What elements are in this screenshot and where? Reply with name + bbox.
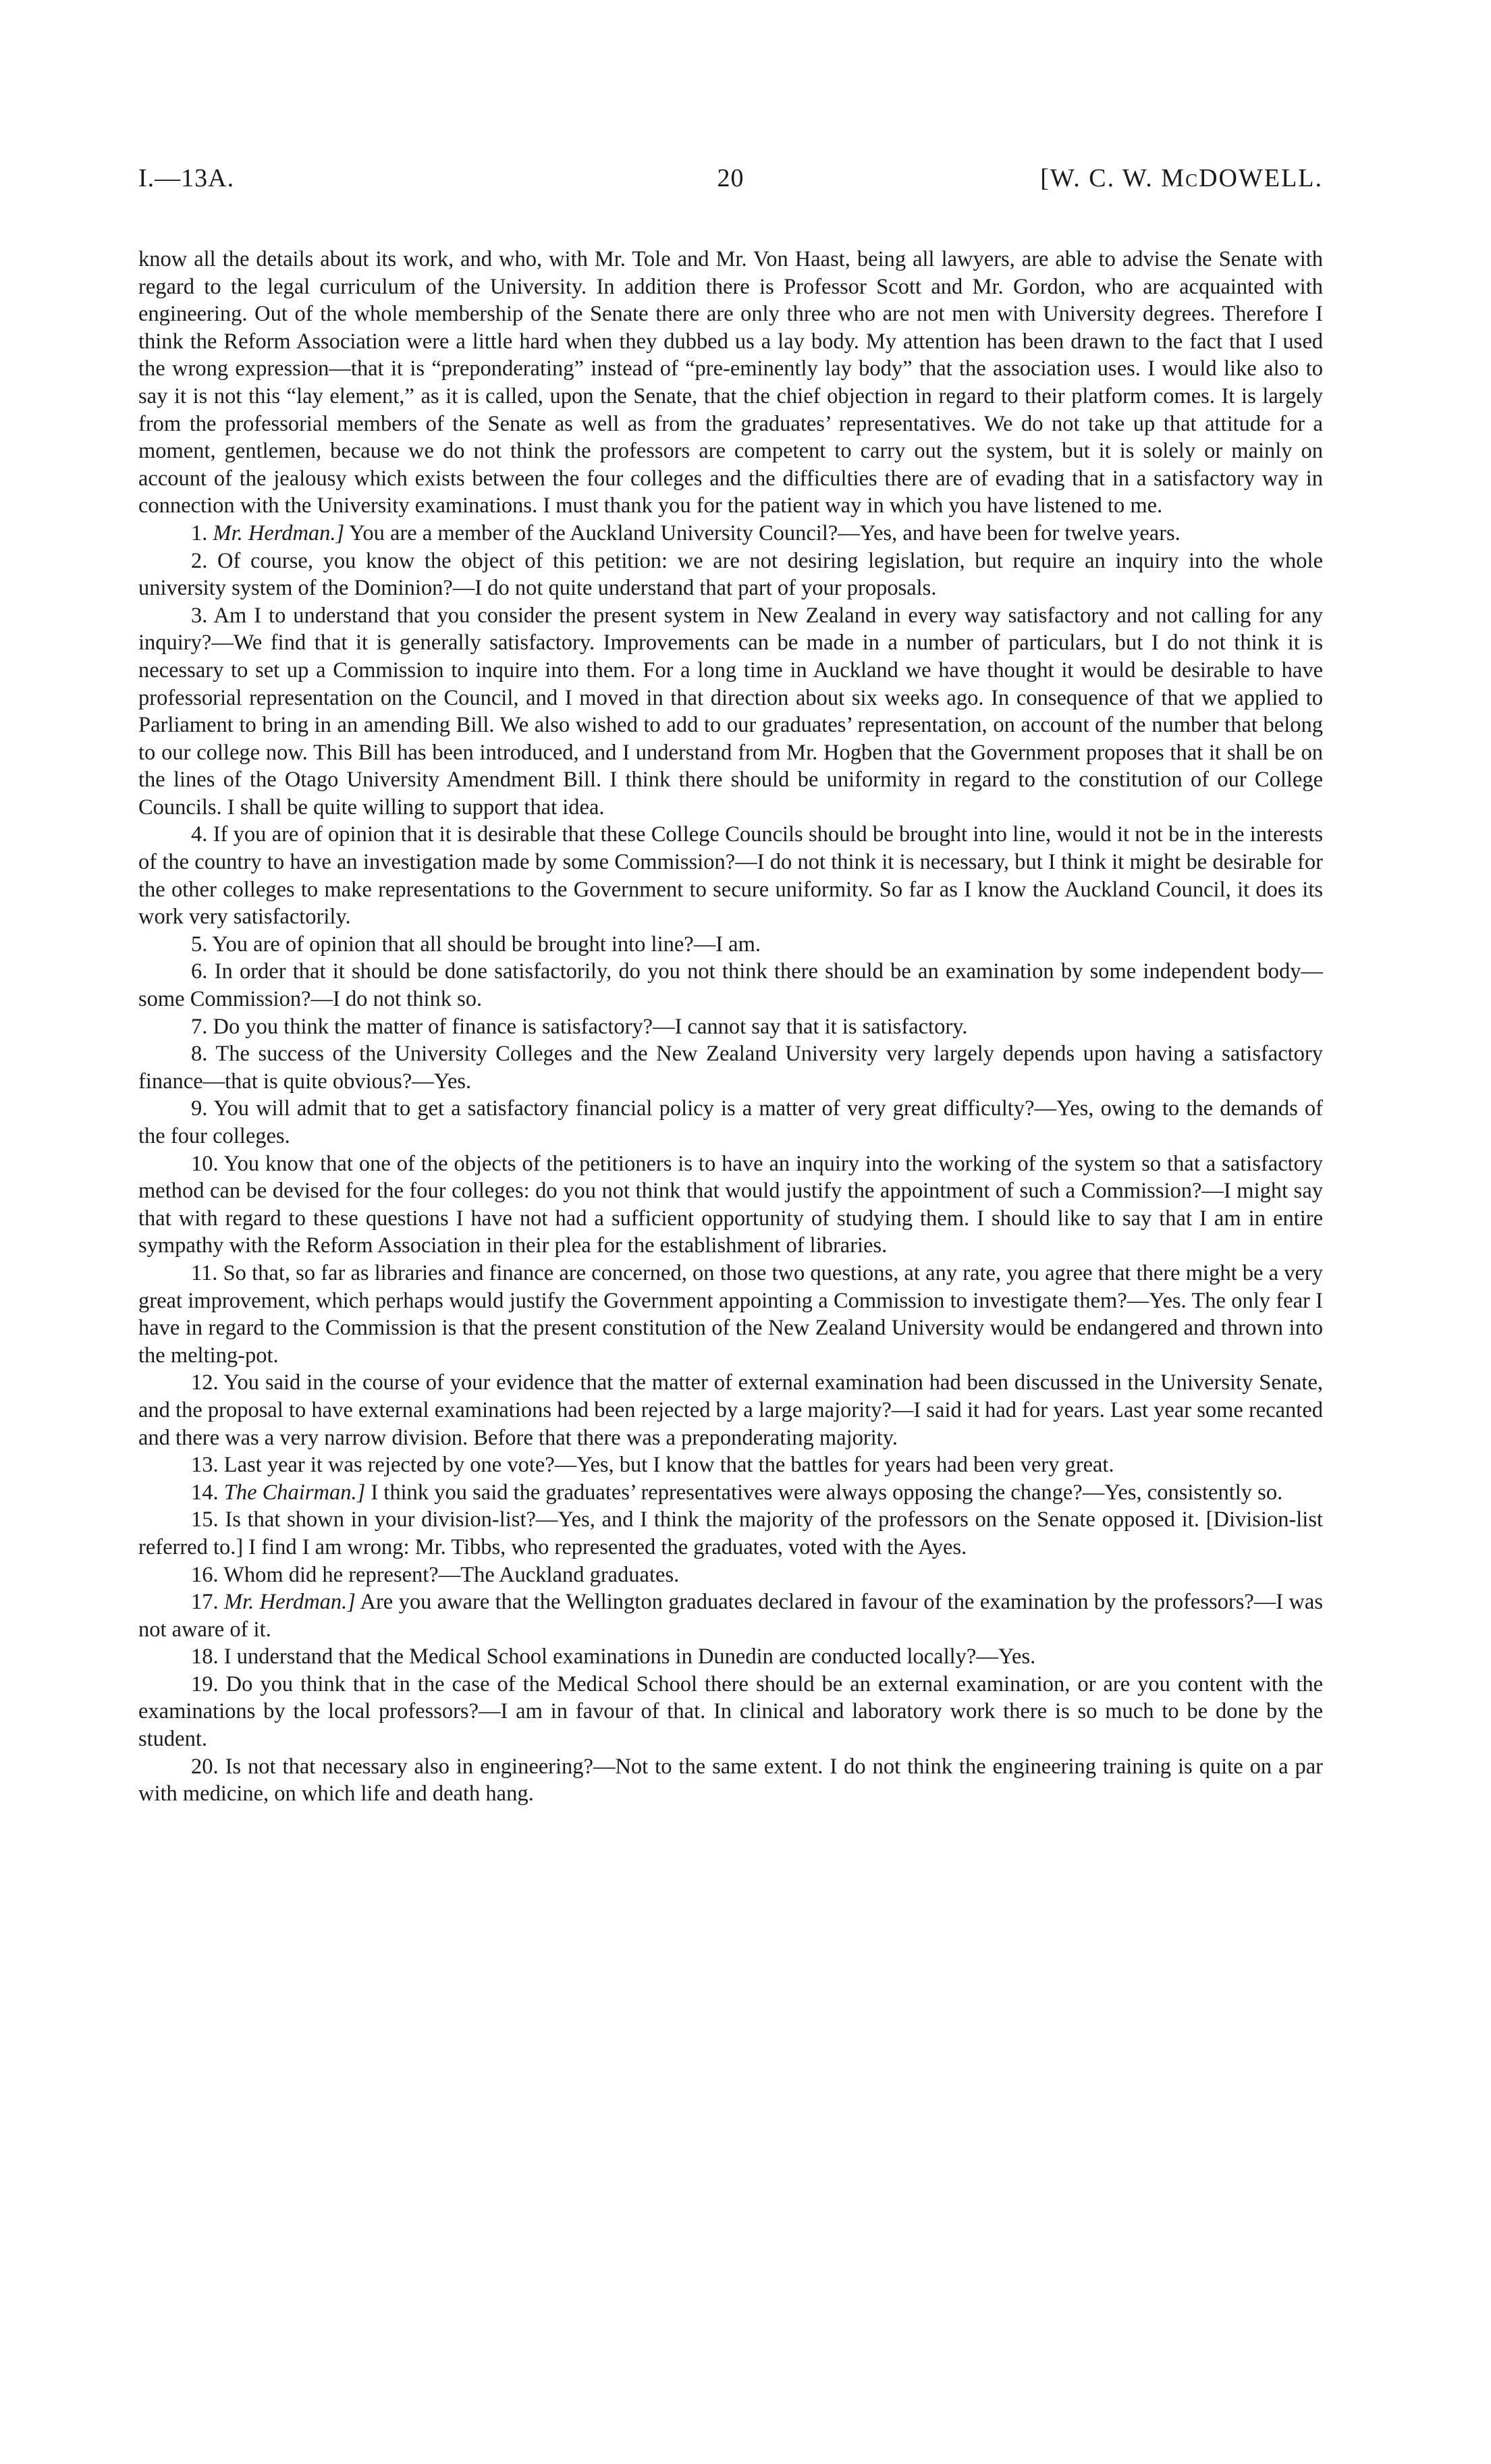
question-number: 2. (191, 548, 208, 573)
question-paragraph (138, 1753, 1323, 1808)
paper-reference: I.—13A. (138, 164, 235, 192)
question-text: I think you said the graduates’ representatives were always opposing the change?—Yes, consistently so. (371, 1480, 1283, 1505)
question-paragraph (138, 547, 1323, 602)
question-number: 1. (191, 520, 208, 545)
question-text: I understand that the Medical School examinations in Dunedin are conducted locally?—Yes. (223, 1644, 1036, 1669)
question-number: 20. (191, 1754, 219, 1779)
question-paragraph (138, 958, 1323, 1013)
question-number: 9. (191, 1096, 208, 1121)
question-number: 12. (191, 1370, 219, 1395)
witness-name: [W. C. W. McDOWELL. (1040, 164, 1323, 192)
question-paragraph (138, 1150, 1323, 1260)
question-text: You said in the course of your evidence that the matter of external examination had been discussed in the University Senate, and the proposal to have external examinations had been rejected by a large majority?—I said it had for years. Last year some recanted and there was a very narrow division. Before that there was a preponderating majority. (138, 1370, 1323, 1450)
question-paragraph (138, 1671, 1323, 1753)
question-paragraph (138, 602, 1323, 822)
question-number: 5. (191, 932, 208, 957)
question-paragraph (138, 520, 1323, 547)
question-number: 3. (191, 603, 208, 628)
question-text: You know that one of the objects of the petitioners is to have an inquiry into the working of the system so that a satisfactory method can be devised for the four colleges: do you not think that would justify the appointment of such a Commission?—I might say that with regard to these questions I have not had a sufficient opportunity of studying them. I should like to say that I am in entire sympathy with the Reform Association in their plea for the establishment of libraries. (138, 1151, 1323, 1258)
question-paragraph (138, 1095, 1323, 1150)
question-text: Is not that necessary also in engineering?—Not to the same extent. I do not think the engineering training is quite on a par with medicine, on which life and death hang. (138, 1754, 1324, 1806)
opening-paragraph: know all the details about its work, and who, with Mr. Tole and Mr. Von Haast, being all lawyers, are able to advise the Senate with regard to the legal curriculum of the University. In addition there is Professor Scott and Mr. Gordon, who are acquainted with engineering. Out of the whole membership of the Senate there are only three who are not men with University degrees. Therefore I think the Reform Association were a little hard when they dubbed us a lay body. My attention has been drawn to the fact that I used the wrong expression—that it is “preponderating” instead of “pre-eminently lay body” that the association uses. I would like also to say it is not this “lay element,” as it is called, upon the Senate, that the chief objection in regard to their platform comes. It is largely from the professorial members of the Senate as well as from the graduates’ representatives. We do not take up that attitude for a moment, gentlemen, because we do not think the professors are competent to carry out the system, but it is solely or mainly on account of the jealousy which exists between the four colleges and the difficulties there are of evading that in a satisfactory way in connection with the University examinations. I must thank you for the patient way in which you have listened to me. (138, 247, 1323, 518)
question-number: 11. (191, 1260, 218, 1285)
speaker-label: Mr. Herdman.] (224, 1590, 356, 1615)
question-text: Do you think the matter of finance is satisfactory?—I cannot say that it is satisfactory. (213, 1014, 968, 1039)
question-number: 4. (191, 822, 208, 847)
speaker-label: Mr. Herdman.] (213, 520, 345, 545)
question-number: 15. (191, 1507, 219, 1532)
question-text: Whom did he represent?—The Auckland graduates. (223, 1562, 680, 1587)
question-paragraph (138, 821, 1323, 930)
document-page (138, 163, 1323, 1808)
speaker-label: The Chairman.] (223, 1480, 366, 1505)
question-text: Of course, you know the object of this petition: we are not desiring legislation, but require an inquiry into the whole university system of the Dominion?—I do not quite understand that part of your proposals. (138, 548, 1324, 601)
question-number: 6. (191, 959, 208, 984)
question-text: In order that it should be done satisfactorily, do you not think there should be an examination by some independent body—some Commission?—I do not think so. (138, 959, 1323, 1012)
question-number: 8. (191, 1042, 208, 1067)
question-paragraph (138, 931, 1323, 959)
question-text: The success of the University Colleges and the New Zealand University very largely depends upon having a satisfactory finance—that is quite obvious?—Yes. (138, 1042, 1323, 1094)
question-number: 18. (191, 1644, 219, 1669)
question-text: Do you think that in the case of the Medical School there should be an external examination, or are you content with the examinations by the local professors?—I am in favour of that. In clinical and laboratory work there is so much to be done by the student. (138, 1671, 1323, 1752)
question-paragraph (138, 1260, 1323, 1369)
question-paragraph (138, 1588, 1323, 1643)
question-number: 7. (191, 1014, 208, 1039)
question-paragraph (138, 1040, 1323, 1095)
question-text: Am I to understand that you consider the present system in New Zealand in every way satisfactory and not calling for any inquiry?—We find that it is generally satisfactory. Improvements can be made in a number of particulars, but I do not think it is necessary to set up a Commission to inquire into them. For a long time in Auckland we have thought it would be desirable to have professorial representation on the Council, and I moved in that direction about six weeks ago. In consequence of that we applied to Parliament to bring in an amending Bill. We also wished to add to our graduates’ representation, on account of the number that belong to our college now. This Bill has been introduced, and I understand from Mr. Hogben that the Government proposes that it shall be on the lines of the Otago University Amendment Bill. I think there should be uniformity in regard to the constitution of our College Councils. I shall be quite willing to support that idea. (138, 603, 1323, 820)
question-paragraph (138, 1369, 1323, 1451)
question-paragraph (138, 1643, 1323, 1671)
question-text: Are you aware that the Wellington graduates declared in favour of the examination by the professors?—I was not aware of it. (138, 1590, 1324, 1642)
question-text: So that, so far as libraries and finance are concerned, on those two questions, at any rate, you agree that there might be a very great improvement, which perhaps would justify the Government appointing a Commission to investigate them?—Yes. The only fear I have in regard to the Commission is that the present constitution of the New Zealand University would be endangered and thrown into the melting-pot. (138, 1260, 1324, 1368)
page-header (138, 163, 1323, 204)
question-number: 10. (191, 1151, 219, 1176)
evidence-body (138, 246, 1323, 1808)
question-text: If you are of opinion that it is desirable that these College Councils should be brought into line, would it not be in the interests of the country to have an investigation made by some Commission?—I do not think it is necessary, but I think it might be desirable for the other colleges to make representations to the Government to secure uniformity. So far as I know the Auckland Council, it does its work very satisfactorily. (138, 822, 1324, 930)
question-answer-list (138, 520, 1323, 1808)
question-paragraph (138, 1451, 1323, 1479)
question-paragraph (138, 1561, 1323, 1589)
question-number: 17. (191, 1590, 219, 1615)
question-paragraph (138, 1013, 1323, 1041)
question-number: 13. (191, 1453, 219, 1478)
question-text: Is that shown in your division-list?—Yes, and I think the majority of the professors on the Senate opposed it. [Division-list referred to.] I find I am wrong: Mr. Tibbs, who represented the graduates, voted with the Ayes. (138, 1507, 1324, 1559)
question-text: Last year it was rejected by one vote?—Yes, but I know that the battles for years had been very great. (223, 1453, 1114, 1478)
question-number: 14. (191, 1480, 219, 1505)
question-number: 16. (191, 1562, 219, 1587)
question-text: You are a member of the Auckland University Council?—Yes, and have been for twelve years. (349, 520, 1181, 545)
question-paragraph (138, 1479, 1323, 1507)
question-number: 19. (191, 1671, 219, 1696)
question-paragraph (138, 1506, 1323, 1561)
page-number: 20 (717, 164, 744, 192)
question-text: You will admit that to get a satisfactory financial policy is a matter of very great difficulty?—Yes, owing to the demands of the four colleges. (138, 1096, 1324, 1148)
question-text: You are of opinion that all should be brought into line?—I am. (212, 932, 761, 957)
